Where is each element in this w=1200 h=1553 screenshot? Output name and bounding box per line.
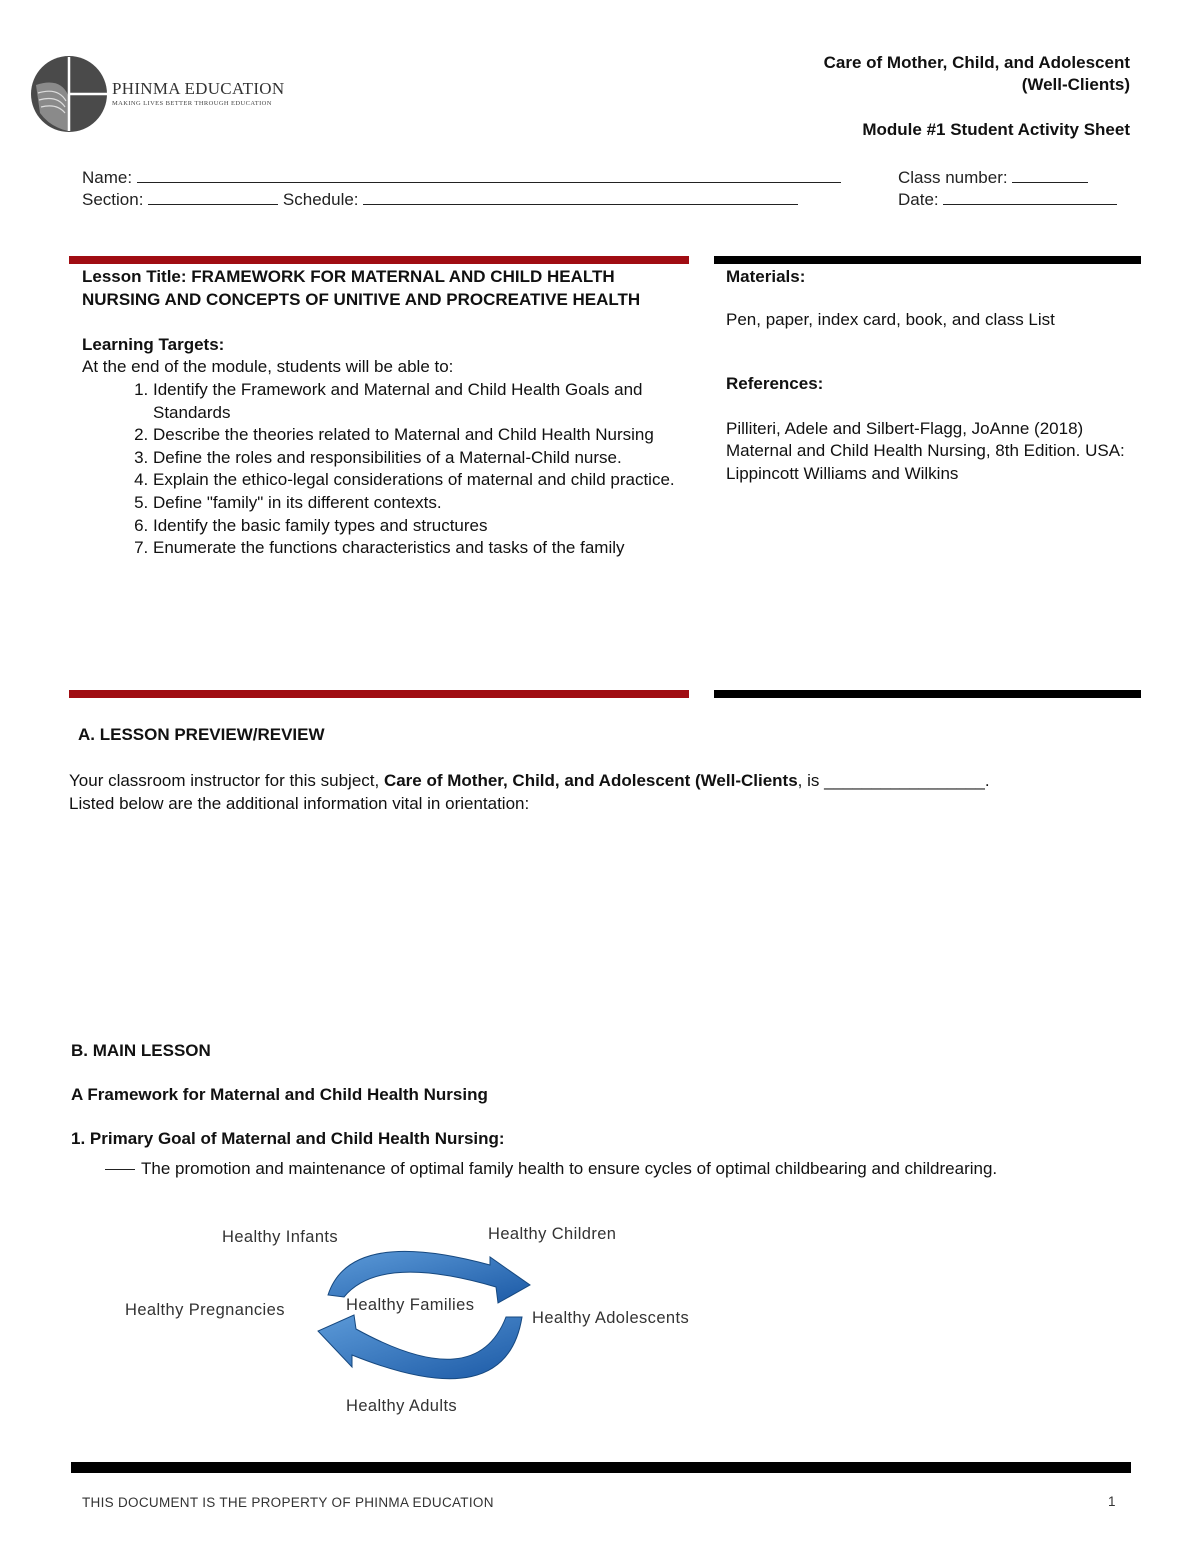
learning-target-item: 1. Identify the Framework and Maternal and Child Health Goals and Standards bbox=[153, 379, 682, 424]
section-b-heading: B. MAIN LESSON bbox=[71, 1041, 211, 1060]
section-label: Section: bbox=[82, 190, 144, 209]
footer-bar bbox=[71, 1462, 1131, 1473]
lesson-box-bottom-bar bbox=[69, 690, 689, 698]
section-input-line[interactable] bbox=[148, 188, 278, 205]
module-title: Module #1 Student Activity Sheet bbox=[862, 120, 1130, 139]
learning-target-item: 6. Identify the basic family types and structures bbox=[153, 515, 682, 538]
instructor-text-end: , is _________________. bbox=[797, 771, 990, 790]
section-a-paragraph bbox=[69, 770, 1149, 815]
learning-targets-heading: Learning Targets: bbox=[82, 334, 225, 354]
healthy-adolescents-label: Healthy Adolescents bbox=[532, 1309, 690, 1327]
learning-target-item: 5. Define "family" in its different contexts. bbox=[153, 492, 682, 515]
class-number-label: Class number: bbox=[898, 168, 1008, 187]
schedule-input-line[interactable] bbox=[363, 188, 798, 205]
course-title bbox=[824, 52, 1130, 96]
learning-target-item: 2. Describe the theories related to Maternal and Child Health Nursing bbox=[153, 424, 682, 447]
logo-name: PHINMA EDUCATION bbox=[112, 79, 285, 98]
section-a-heading: A. LESSON PREVIEW/REVIEW bbox=[78, 725, 325, 744]
class-number-field bbox=[898, 166, 1088, 188]
lower-arrow-icon bbox=[318, 1315, 522, 1379]
healthy-adults-label: Healthy Adults bbox=[346, 1397, 458, 1415]
date-label: Date: bbox=[898, 190, 939, 209]
page-number: 1 bbox=[1108, 1494, 1116, 1509]
primary-goal-description: The promotion and maintenance of optimal family health to ensure cycles of optimal childbearing and childrearing. bbox=[141, 1159, 998, 1178]
materials-text: Pen, paper, index card, book, and class List bbox=[726, 309, 1055, 329]
course-title-line2: (Well-Clients) bbox=[1021, 75, 1130, 94]
healthy-children-label: Healthy Children bbox=[488, 1225, 617, 1243]
instructor-text-course: Care of Mother, Child, and Adolescent (Well-Clients bbox=[383, 771, 798, 790]
primary-goal-text bbox=[105, 1158, 1165, 1181]
orientation-text: Listed below are the additional information vital in orientation: bbox=[69, 793, 530, 813]
name-field bbox=[82, 166, 841, 188]
class-number-input-line[interactable] bbox=[1012, 166, 1088, 183]
learning-target-item: 3. Define the roles and responsibilities of a Maternal-Child nurse. bbox=[153, 447, 682, 470]
phinma-logo-icon bbox=[30, 55, 108, 133]
schedule-label: Schedule: bbox=[282, 190, 359, 209]
materials-box-bottom-bar bbox=[714, 690, 1141, 698]
date-input-line[interactable] bbox=[943, 188, 1117, 205]
materials-box bbox=[726, 266, 1136, 486]
references-heading: References: bbox=[726, 374, 824, 394]
footer-property-text: THIS DOCUMENT IS THE PROPERTY OF PHINMA EDUCATION bbox=[82, 1495, 494, 1510]
instructor-text-start: Your classroom instructor for this subject, bbox=[69, 771, 384, 790]
references-text: Pilliteri, Adele and Silbert-Flagg, JoAnne (2018) Maternal and Child Health Nursing, 8th Edition. USA: Lippincott Williams and Wilkins bbox=[726, 418, 1125, 483]
learning-target-item: 7. Enumerate the functions characteristics and tasks of the family bbox=[153, 537, 682, 560]
course-title-line1: Care of Mother, Child, and Adolescent bbox=[823, 53, 1130, 72]
healthy-pregnancies-label: Healthy Pregnancies bbox=[125, 1301, 285, 1319]
logo-tagline: MAKING LIVES BETTER THROUGH EDUCATION bbox=[112, 100, 272, 107]
framework-subheading: A Framework for Maternal and Child Health Nursing bbox=[71, 1085, 488, 1104]
healthy-infants-label: Healthy Infants bbox=[222, 1228, 339, 1246]
family-cycle-arrows bbox=[300, 1245, 550, 1395]
section-schedule-field bbox=[82, 188, 798, 210]
materials-heading: Materials: bbox=[726, 267, 806, 286]
materials-box-top-bar bbox=[714, 256, 1141, 264]
lesson-box bbox=[82, 266, 682, 560]
lesson-title: Lesson Title: FRAMEWORK FOR MATERNAL AND CHILD HEALTH NURSING AND CONCEPTS OF UNITIVE AND PROCREATIVE HEALTH bbox=[82, 267, 641, 309]
date-field bbox=[898, 188, 1117, 210]
healthy-families-label: Healthy Families bbox=[346, 1296, 475, 1314]
learning-targets-intro: At the end of the module, students will be able to: bbox=[82, 357, 454, 377]
name-label: Name: bbox=[82, 168, 133, 187]
learning-target-item: 4. Explain the ethico-legal considerations of maternal and child practice. bbox=[153, 469, 682, 492]
primary-goal-title: 1. Primary Goal of Maternal and Child Health Nursing: bbox=[71, 1129, 505, 1148]
dash-icon bbox=[105, 1169, 135, 1170]
learning-targets-list bbox=[82, 379, 682, 560]
name-input-line[interactable] bbox=[137, 166, 841, 183]
lesson-box-top-bar bbox=[69, 256, 689, 264]
